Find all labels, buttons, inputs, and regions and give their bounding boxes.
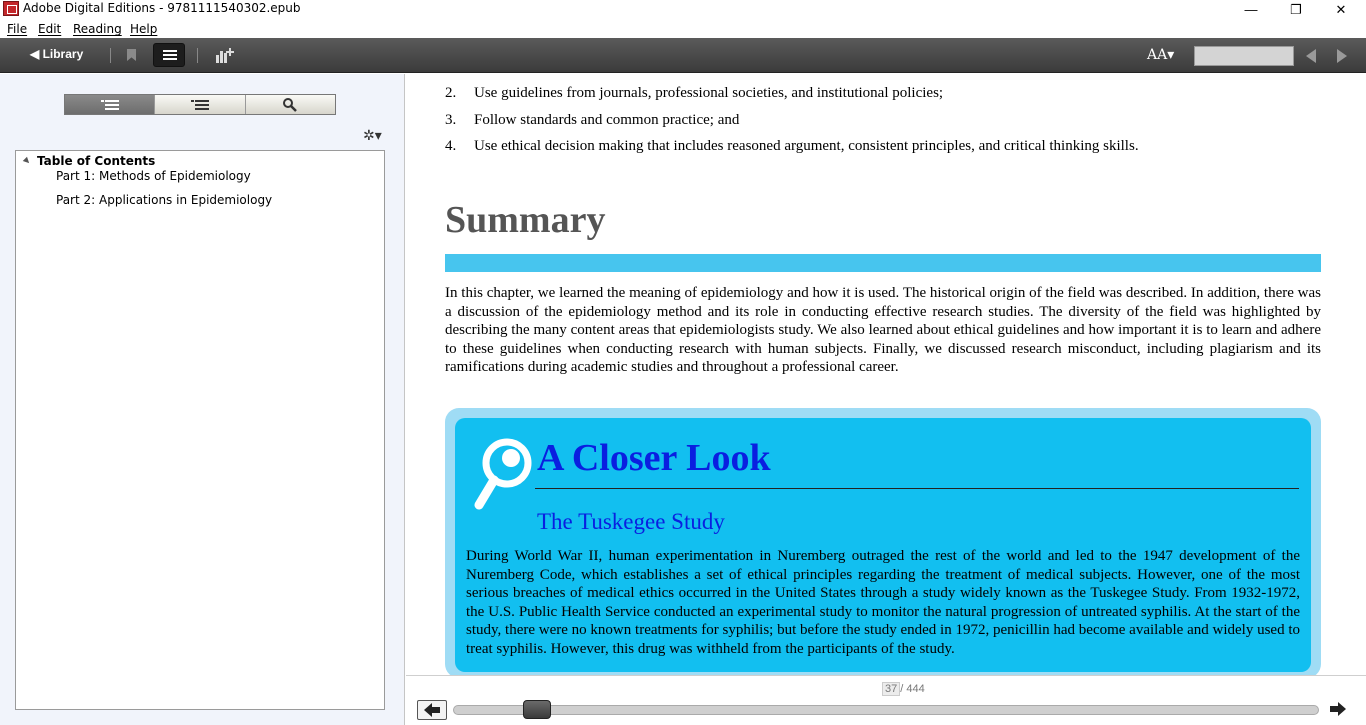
closer-look-box: [445, 408, 1321, 675]
toc-list-icon: [101, 100, 119, 110]
pager-bar: [406, 675, 1366, 725]
toolbar-divider: [197, 48, 198, 63]
next-page-icon[interactable]: [1337, 49, 1347, 63]
list-text: Follow standards and common practice; and: [474, 112, 740, 128]
page-slider[interactable]: [453, 705, 1319, 715]
table-of-contents: [15, 150, 385, 710]
left-arrow-icon: [418, 701, 446, 719]
summary-heading: Summary: [445, 199, 606, 241]
list-number: 2.: [445, 85, 457, 101]
search-icon: [283, 98, 297, 112]
add-annotation-icon[interactable]: [216, 48, 234, 63]
toc-entry[interactable]: Part 2: Applications in Epidemiology: [56, 193, 273, 207]
right-arrow-icon: [1324, 700, 1352, 718]
toc-entry[interactable]: Part 1: Methods of Epidemiology: [56, 169, 251, 183]
panel-view-switcher: [64, 94, 336, 115]
total-pages: / 444: [900, 683, 925, 695]
bookmark-icon[interactable]: [127, 49, 136, 61]
navigation-panel: [0, 74, 405, 725]
list-text: Use ethical decision making that includes reasoned argument, consistent principles, and critical thinking skills.: [474, 138, 1139, 154]
annotations-list-icon: [191, 100, 209, 110]
close-button[interactable]: ✕: [1335, 1, 1347, 17]
next-page-button[interactable]: [1324, 700, 1354, 720]
menu-reading[interactable]: Reading: [73, 22, 122, 36]
minimize-button[interactable]: —: [1244, 2, 1258, 17]
magnifier-icon: [473, 435, 535, 513]
title-rule: [535, 488, 1299, 489]
restore-button[interactable]: ❐: [1290, 1, 1302, 17]
closer-look-title: A Closer Look: [537, 437, 771, 479]
tab-search[interactable]: [246, 95, 335, 114]
search-input[interactable]: [1194, 46, 1294, 66]
reading-pane: [406, 74, 1366, 675]
window-title: Adobe Digital Editions - 9781111540302.epub: [23, 1, 301, 15]
gear-icon[interactable]: ✲▾: [363, 127, 382, 143]
toc-heading[interactable]: Table of Contents: [37, 154, 156, 168]
toc-toggle-button[interactable]: [153, 43, 185, 67]
adobe-digital-editions-icon: [3, 1, 19, 16]
list-text: Use guidelines from journals, professional societies, and institutional policies;: [474, 85, 944, 101]
menu-edit[interactable]: Edit: [38, 22, 62, 36]
list-number: 4.: [445, 138, 457, 154]
menu-file[interactable]: File: [7, 22, 28, 36]
current-page-field[interactable]: 37: [882, 682, 900, 696]
font-size-button[interactable]: AA▾: [1147, 47, 1175, 63]
closer-look-text: During World War II, human experimentation in Nuremberg outraged the rest of the world and led to the 1947 development of the Nuremberg Code, which establishes a set of ethical principles regarding the treatment of medical subjects. However, one of the most serious breaches of medical ethics occurred in the United States through a study widely known as the Tuskegee Study. From 1932-1972, the U.S. Public Health Service conducted an experimental study to monitor the natural progression of untreated syphilis. At the start of the study, there were no known treatments for syphilis; but before the study ended in 1972, penicillin had become available and widely used to treat syphilis. However, this drug was withheld from the participants of the study.: [466, 548, 1300, 657]
closer-look-subtitle: The Tuskegee Study: [537, 509, 725, 534]
expand-triangle-icon[interactable]: [23, 157, 31, 165]
previous-page-icon[interactable]: [1306, 49, 1316, 63]
page-indicator: [882, 682, 925, 696]
title-bar: [0, 0, 1366, 19]
section-divider-bar: [445, 254, 1321, 272]
toolbar-divider: [110, 48, 111, 63]
summary-paragraph: In this chapter, we learned the meaning of epidemiology and how it is used. The historical origin of the field was described. In addition, there was a discussion of the epidemiology method and its role in conducting effective research studies. The diversity of the field was highlighted by describing the many content areas that epidemiologists study. We also learned about ethical guidelines and how important it is to learn and adhere to these guidelines when conducting research with human subjects. Finally, we discussed research misconduct, including plagiarism and its ramifications during academic studies and throughout a professional career.: [445, 285, 1321, 375]
menu-bar: [0, 20, 1366, 38]
previous-page-button[interactable]: [417, 700, 447, 720]
tab-table-of-contents[interactable]: [65, 95, 155, 114]
library-button[interactable]: ◀ Library: [30, 47, 84, 61]
closer-look-inner: [455, 418, 1311, 672]
page-slider-thumb[interactable]: [523, 700, 551, 719]
menu-help[interactable]: Help: [130, 22, 158, 36]
list-number: 3.: [445, 112, 457, 128]
toolbar: [0, 38, 1366, 73]
tab-annotations[interactable]: [155, 95, 245, 114]
